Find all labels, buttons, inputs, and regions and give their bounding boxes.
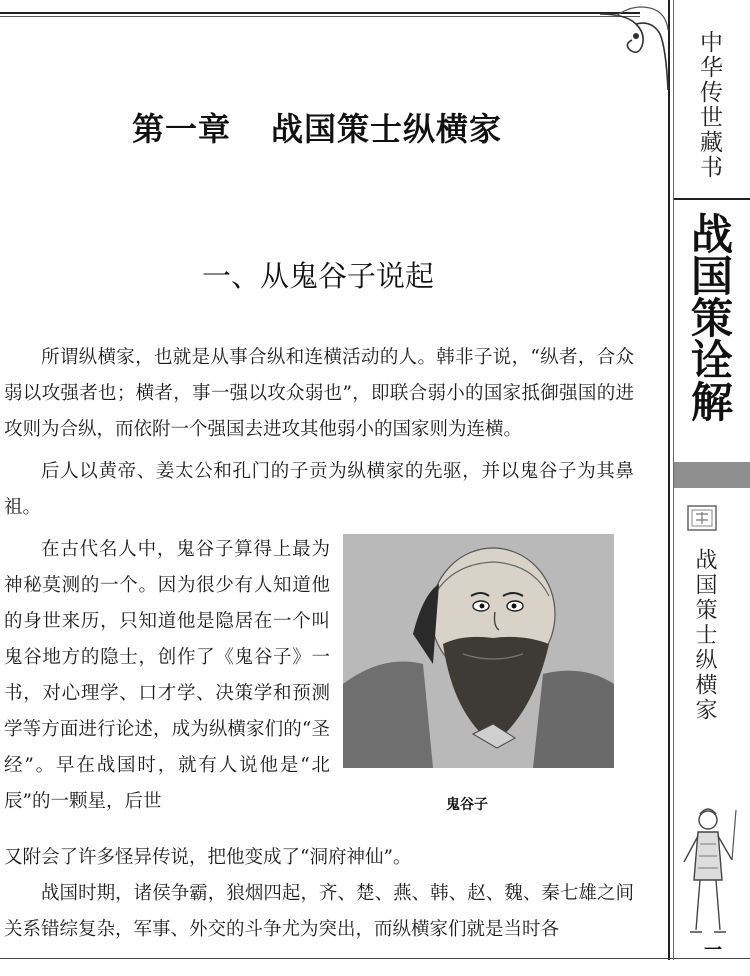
paragraph-3-continued: 又附会了许多怪异传说，把他变成了“洞府神仙”。 (4, 847, 412, 868)
paragraph-2: 后人以黄帝、姜太公和孔门的子贡为纵横家的先驱，并以鬼谷子为其鼻祖。 (4, 461, 634, 518)
sidebar-gray-band (674, 462, 750, 488)
chapter-title: 战国策士纵横家 (271, 110, 503, 148)
chapter-number: 第一章 (132, 110, 232, 148)
paragraph-3: 在古代名人中，鬼谷子算得上最为神秘莫测的一个。因为很少有人知道他的身世来历，只知道他是隐居在一个叫鬼谷地方的隐士，创作了《鬼谷子》一书，对心理学、口才学、决策学和预测学等方面进行论述，成为纵横家们的“圣经”。早在战国时，就有人说他是“北辰”的一颗星，后世 (4, 539, 330, 812)
paragraph-4: 战国时期，诸侯争霸，狼烟四起，齐、楚、燕、韩、赵、魏、秦七雄之间关系错综复杂，军事、外交的斗争尤为突出，而纵横家们就是当时各 (4, 883, 634, 940)
series-title: 中华传世藏书 (696, 30, 722, 180)
portrait-caption: 鬼谷子 (446, 797, 488, 813)
chapter-side-label: 战国策士纵横家 (692, 548, 717, 723)
page-number: 一 (704, 940, 722, 961)
sidebar-border-line (668, 0, 670, 960)
chapter-heading (132, 104, 532, 150)
section-heading: 一、从鬼谷子说起 (202, 259, 435, 293)
top-border-line (0, 12, 640, 14)
top-border-line-inner (0, 16, 640, 17)
corner-ornament-icon (596, 0, 678, 90)
sidebar-divider (674, 198, 750, 200)
paragraph-1: 所谓纵横家，也就是从事合纵和连横活动的人。韩非子说，“纵者，合众弱以攻强者也；横者，事一强以攻众弱也”，即联合弱小的国家抵御强国的进攻则为合纵，而依附一个强国去进攻其他弱小的国家则为连横。 (4, 347, 634, 440)
bottom-border-line (0, 958, 750, 959)
seal-icon (686, 504, 718, 532)
warrior-figure-icon (674, 800, 744, 950)
guiguzi-portrait-image (343, 534, 614, 768)
book-title: 战国策诠解 (685, 212, 734, 422)
